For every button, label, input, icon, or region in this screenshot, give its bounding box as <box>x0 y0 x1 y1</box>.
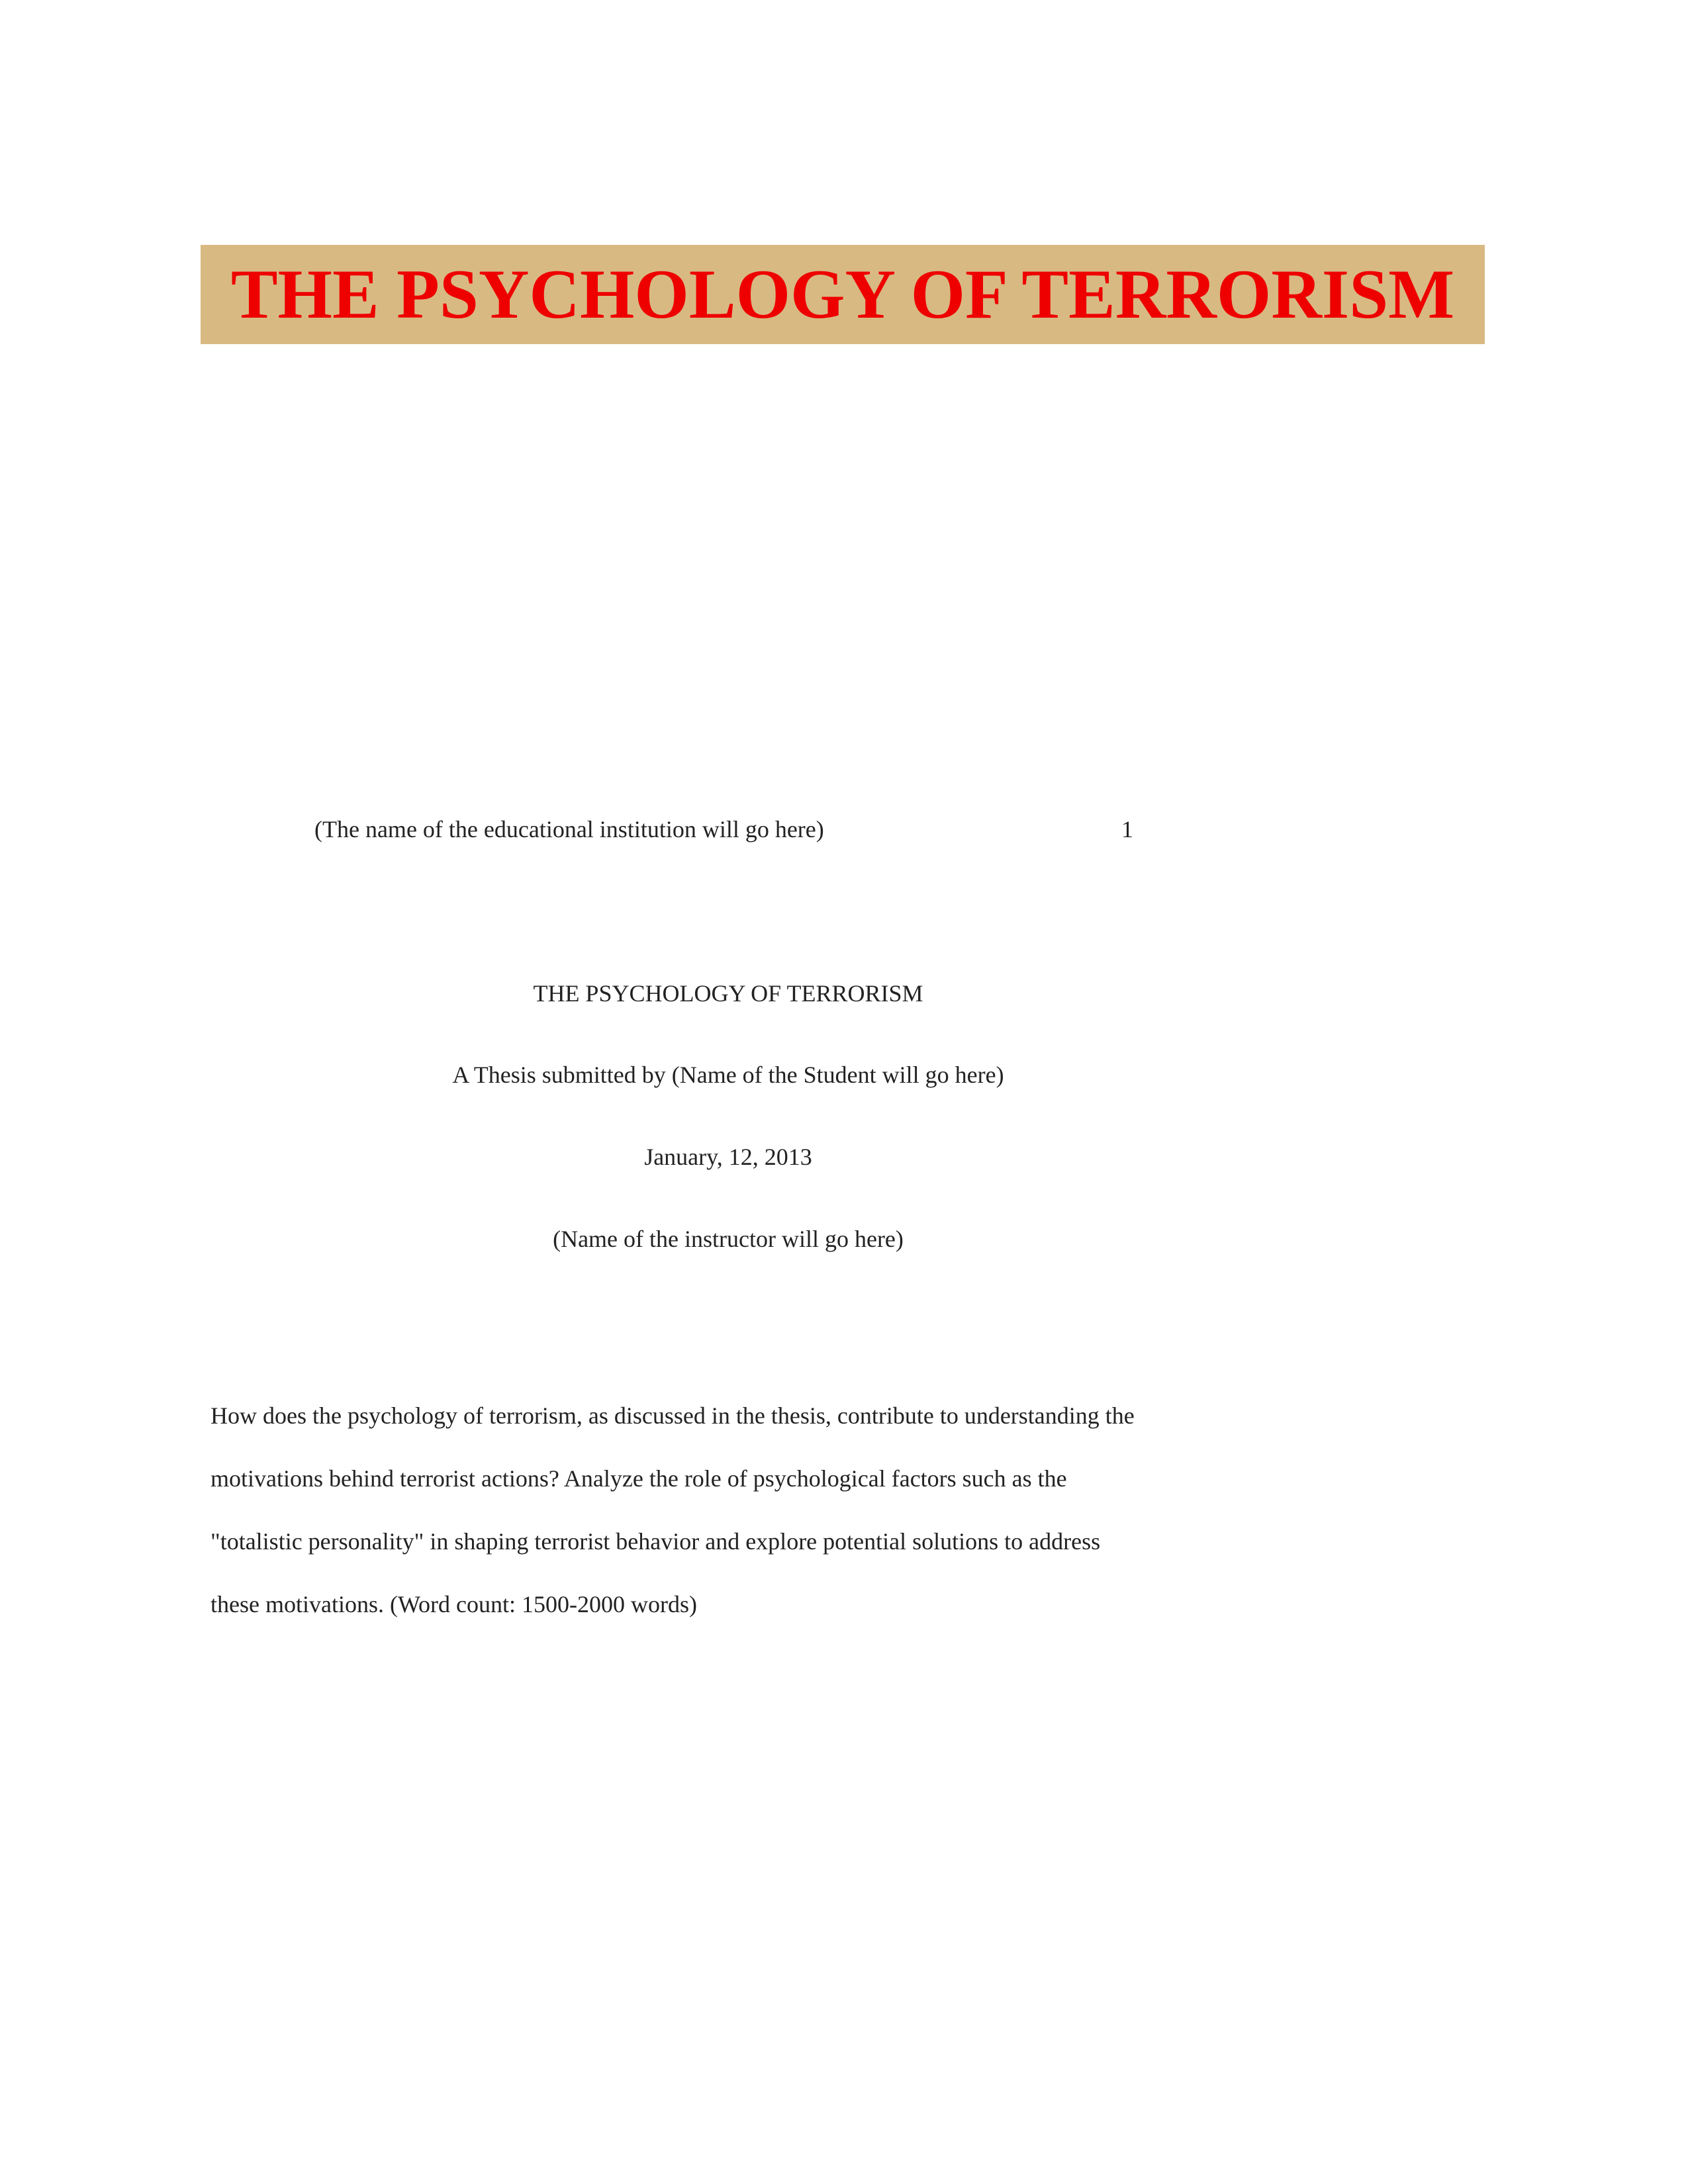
question-line: "totalistic personality" in shaping terrorist behavior and explore potential solutions to address <box>211 1528 1101 1555</box>
title-banner <box>201 245 1485 344</box>
question-paragraph <box>211 1385 1283 1636</box>
institution-name: (The name of the educational institution will go here) <box>314 816 824 842</box>
thesis-submitted-by: A Thesis submitted by (Name of the Student will go here) <box>452 1062 1004 1088</box>
thesis-date: January, 12, 2013 <box>644 1144 812 1170</box>
page-number: 1 <box>1121 816 1133 842</box>
question-line: How does the psychology of terrorism, as discussed in the thesis, contribute to understanding the <box>211 1402 1135 1429</box>
banner-title: THE PSYCHOLOGY OF TERRORISM <box>230 255 1455 333</box>
thesis-instructor: (Name of the instructor will go here) <box>553 1226 904 1252</box>
question-line: these motivations. (Word count: 1500-2000 words) <box>211 1591 697 1617</box>
thesis-title: THE PSYCHOLOGY OF TERRORISM <box>533 980 923 1007</box>
question-line: motivations behind terrorist actions? Analyze the role of psychological factors such as the <box>211 1465 1067 1492</box>
